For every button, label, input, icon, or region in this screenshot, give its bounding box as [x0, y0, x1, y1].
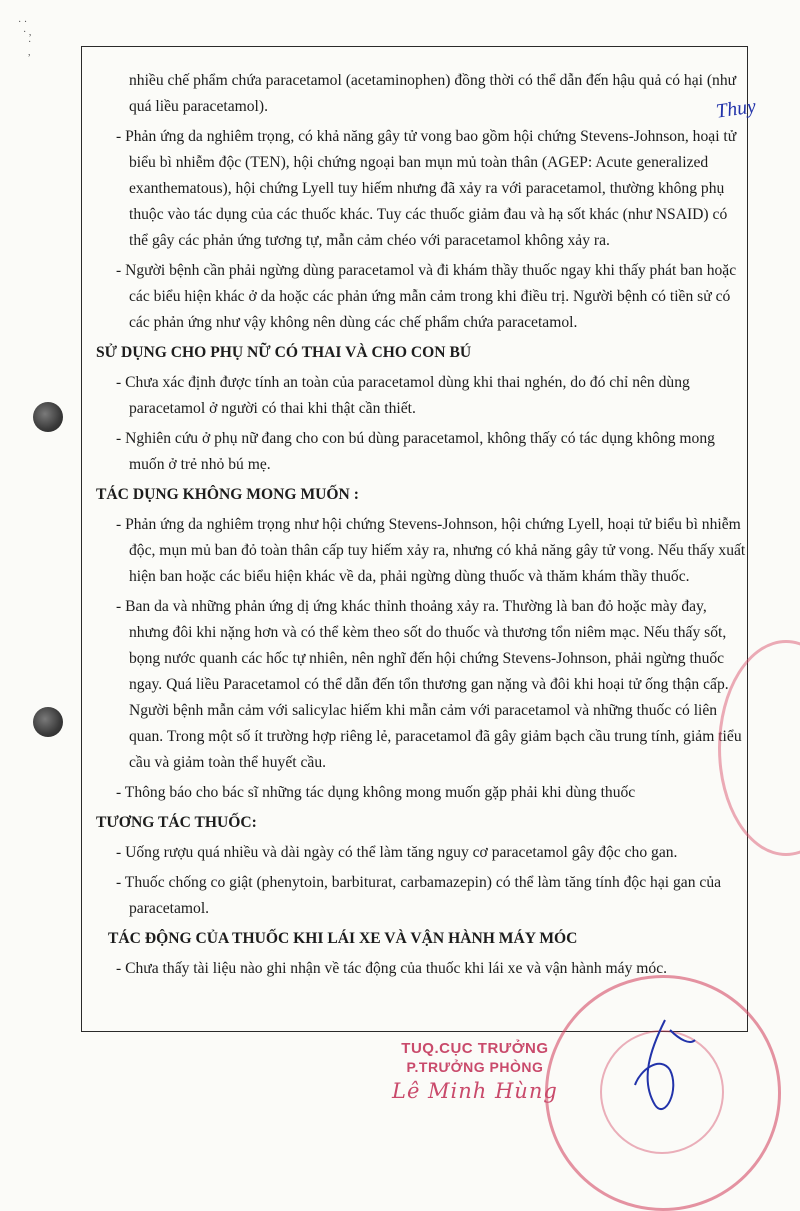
scan-specks: · · · , · , — [18, 17, 32, 58]
section-heading-pregnancy: SỬ DỤNG CHO PHỤ NỮ CÓ THAI VÀ CHO CON BÚ — [96, 344, 472, 361]
warning-item: - Phản ứng da nghiêm trọng, có khả năng gây tử vong bao gồm hội chứng Stevens-Johnson, hoại tử biểu bì nhiễm độc (TEN), hội chứng ngoại ban mụn mủ toàn thân (AGEP: Acute generalized exanthematous), hội chứng Lyell tuy hiếm nhưng đã xảy ra với paracetamol, thường không phụ thuộc vào tác dụng của các thuốc khác. Tuy các thuốc giảm đau và hạ sốt khác (như NSAID) có thể gây các phản ứng tương tự, mẫn cảm chéo với paracetamol không xảy ra. — [116, 128, 737, 249]
pregnancy-item: - Chưa xác định được tính an toàn của paracetamol dùng khi thai nghén, do đó chỉ nên dùng paracetamol ở người có thai khi thật cần thiết. — [116, 374, 690, 417]
section-heading-side-effects: TÁC DỤNG KHÔNG MONG MUỐN : — [96, 486, 359, 503]
signature-title: TUQ.CỤC TRƯỞNG — [401, 1040, 549, 1057]
side-effect-item: - Phản ứng da nghiêm trọng như hội chứng Stevens-Johnson, hội chứng Lyell, hoại tử biểu bì nhiễm độc, mụn mủ ban đỏ toàn thân cấp tuy hiếm xảy ra, nhưng có khả năng gây tử vong. Nếu thấy xuất hiện ban hoặc các biểu hiện khác về da, phải ngừng dùng thuốc và thăm khám thầy thuốc. — [116, 516, 746, 585]
interaction-item: - Uống rượu quá nhiều và dài ngày có thể làm tăng nguy cơ paracetamol gây độc cho gan. — [116, 844, 678, 861]
punch-hole-top — [33, 402, 63, 432]
handwritten-signature — [610, 1010, 700, 1120]
interaction-item: - Thuốc chống co giật (phenytoin, barbiturat, carbamazepin) có thể làm tăng tính độc hại gan của paracetamol. — [116, 874, 722, 917]
side-effect-item: - Ban da và những phản ứng dị ứng khác thỉnh thoảng xảy ra. Thường là ban đỏ hoặc mày đay, nhưng đôi khi nặng hơn và có thể kèm theo sốt do thuốc và thương tổn niêm mạc. Nếu thấy sốt, bọng nước quanh các hốc tự nhiên, nên nghĩ đến hội chứng Stevens-Johnson, phải ngừng thuốc ngay. Quá liều Paracetamol có thể dẫn đến tổn thương gan nặng và đôi khi hoại tử ống thận cấp. Người bệnh mẫn cảm với salicylac hiếm khi mẫn cảm với paracetamol và những thuốc có liên quan. Trong một số ít trường hợp riêng lẻ, paracetamol đã gây giảm bạch cầu trung tính, giảm tiểu cầu và giảm toàn thể huyết cầu. — [116, 598, 742, 771]
warning-item: - Người bệnh cần phải ngừng dùng paracetamol và đi khám thầy thuốc ngay khi thấy phát ban hoặc các biểu hiện khác ở da hoặc các phản ứng mẫn cảm trong khi điều trị. Người bệnh có tiền sử có các phản ứng như vậy không nên dùng các chế phẩm chứa paracetamol. — [116, 262, 737, 331]
document-body — [96, 68, 746, 982]
signatory-name: Lê Minh Hùng — [392, 1079, 558, 1103]
section-heading-interactions: TƯƠNG TÁC THUỐC: — [96, 814, 257, 831]
driving-item: - Chưa thấy tài liệu nào ghi nhận về tác động của thuốc khi lái xe và vận hành máy móc. — [116, 960, 668, 977]
margin-initials: Thuy — [714, 95, 758, 123]
signature-block — [392, 1040, 558, 1106]
signature-subtitle: P.TRƯỞNG PHÒNG — [406, 1059, 544, 1075]
punch-hole-bottom — [33, 707, 63, 737]
intro-continuation: nhiều chế phẩm chứa paracetamol (acetaminophen) đồng thời có thể dẫn đến hậu quả có hại (như quá liều paracetamol). — [129, 72, 737, 115]
pregnancy-item: - Nghiên cứu ở phụ nữ đang cho con bú dùng paracetamol, không thấy có tác dụng không mong muốn ở trẻ nhỏ bú mẹ. — [116, 430, 715, 473]
side-effect-item: - Thông báo cho bác sĩ những tác dụng không mong muốn gặp phải khi dùng thuốc — [116, 784, 636, 801]
section-heading-driving: TÁC ĐỘNG CỦA THUỐC KHI LÁI XE VÀ VẬN HÀNH MÁY MÓC — [108, 930, 578, 947]
